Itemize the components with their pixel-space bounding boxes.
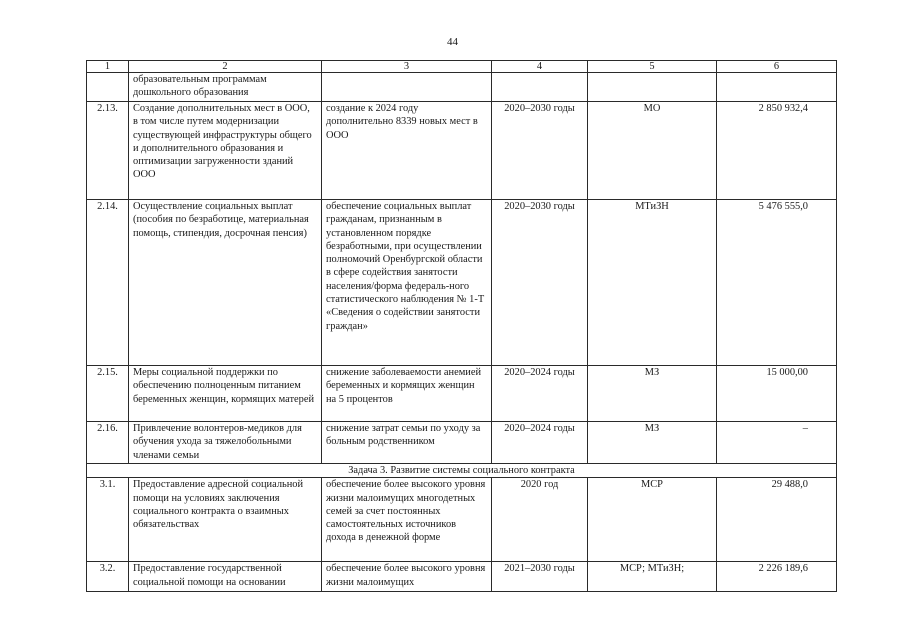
executor-cell: МСР bbox=[588, 478, 717, 562]
row-number: 3.1. bbox=[87, 478, 129, 562]
period-cell: 2020–2024 годы bbox=[492, 422, 588, 464]
executor-cell: МТиЗН bbox=[588, 200, 717, 366]
measure-cell: Создание дополнительных мест в ООО, в том числе путем модернизации существующей инфраструктуры общего и дополнительного образования и оптимизации загруженности зданий ООО bbox=[129, 102, 322, 200]
amount-cell: 5 476 555,0 bbox=[717, 200, 837, 366]
measure-cell: Привлечение волонтеров-медиков для обучения ухода за тяжелобольными членами семьи bbox=[129, 422, 322, 464]
executor-cell: МЗ bbox=[588, 366, 717, 422]
table-row bbox=[87, 102, 837, 200]
measure-cell: образовательным программам дошкольного образования bbox=[129, 73, 322, 102]
header-row bbox=[87, 61, 837, 73]
executor-cell: МО bbox=[588, 102, 717, 200]
table-row bbox=[87, 422, 837, 464]
amount-cell: 15 000,00 bbox=[717, 366, 837, 422]
period-cell: 2021–2030 годы bbox=[492, 562, 588, 592]
amount-cell: – bbox=[717, 422, 837, 464]
table-row bbox=[87, 73, 837, 102]
row-number: 3.2. bbox=[87, 562, 129, 592]
table-row bbox=[87, 478, 837, 562]
period-cell: 2020–2030 годы bbox=[492, 102, 588, 200]
period-cell: 2020 год bbox=[492, 478, 588, 562]
table-row bbox=[87, 200, 837, 366]
measure-cell: Меры социальной поддержки по обеспечению полноценным питанием беременных женщин, кормящих матерей bbox=[129, 366, 322, 422]
executor-cell: МСР; МТиЗН; bbox=[588, 562, 717, 592]
measure-cell: Предоставление государственной социальной помощи на основании bbox=[129, 562, 322, 592]
amount-cell: 29 488,0 bbox=[717, 478, 837, 562]
amount-cell bbox=[717, 73, 837, 102]
header-col-2: 2 bbox=[129, 61, 322, 73]
header-col-4: 4 bbox=[492, 61, 588, 73]
result-cell: создание к 2024 году дополнительно 8339 новых мест в ООО bbox=[322, 102, 492, 200]
result-cell bbox=[322, 73, 492, 102]
row-number: 2.16. bbox=[87, 422, 129, 464]
task-heading: Задача 3. Развитие системы социального контракта bbox=[87, 464, 837, 478]
result-cell: обеспечение более высокого уровня жизни малоимущих многодетных семей за счет постоянных самостоятельных источников дохода в денежной форме bbox=[322, 478, 492, 562]
period-cell: 2020–2024 годы bbox=[492, 366, 588, 422]
result-cell: снижение затрат семьи по уходу за больным родственником bbox=[322, 422, 492, 464]
page-number: 44 bbox=[447, 36, 458, 48]
amount-cell: 2 850 932,4 bbox=[717, 102, 837, 200]
row-number: 2.15. bbox=[87, 366, 129, 422]
row-number: 2.13. bbox=[87, 102, 129, 200]
task-heading-row bbox=[87, 464, 837, 478]
result-cell: обеспечение социальных выплат гражданам, признанным в установленном порядке безработными, при осуществлении полномочий Оренбургской области в сфере содействия занятости населения/форма федераль-ного статистического наблюдения № 1-Т «Сведения о содействии занятости граждан» bbox=[322, 200, 492, 366]
period-cell: 2020–2030 годы bbox=[492, 200, 588, 366]
header-col-5: 5 bbox=[588, 61, 717, 73]
executor-cell: МЗ bbox=[588, 422, 717, 464]
result-cell: обеспечение более высокого уровня жизни малоимущих bbox=[322, 562, 492, 592]
measures-table bbox=[86, 60, 837, 592]
row-number: 2.14. bbox=[87, 200, 129, 366]
measure-cell: Осуществление социальных выплат (пособия по безработице, материальная помощь, стипендия, досрочная пенсия) bbox=[129, 200, 322, 366]
measure-cell: Предоставление адресной социальной помощи на условиях заключения социального контракта о взаимных обязательствах bbox=[129, 478, 322, 562]
period-cell bbox=[492, 73, 588, 102]
amount-cell: 2 226 189,6 bbox=[717, 562, 837, 592]
header-col-1: 1 bbox=[87, 61, 129, 73]
table-row bbox=[87, 366, 837, 422]
result-cell: снижение заболеваемости анемией беременных и кормящих женщин на 5 процентов bbox=[322, 366, 492, 422]
row-number bbox=[87, 73, 129, 102]
executor-cell bbox=[588, 73, 717, 102]
table-row bbox=[87, 562, 837, 592]
header-col-3: 3 bbox=[322, 61, 492, 73]
header-col-6: 6 bbox=[717, 61, 837, 73]
